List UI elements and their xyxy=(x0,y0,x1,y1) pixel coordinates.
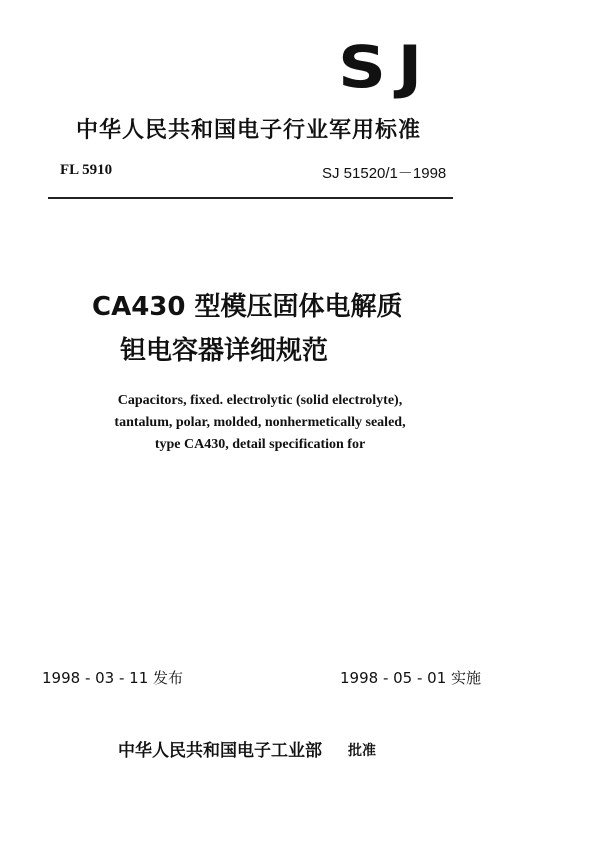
title-zh-line1: CA430 型模压固体电解质 xyxy=(92,292,403,322)
sj-logo: SJ xyxy=(338,33,434,101)
title-en-line: tantalum, polar, molded, nonhermetically sealed, xyxy=(114,415,406,430)
title-en-line: type CA430, detail specification for xyxy=(154,437,366,452)
classification-code: FL 5910 xyxy=(60,162,113,178)
approve-label: 批准 xyxy=(348,743,376,759)
title-en xyxy=(60,390,460,456)
title-zh-line2: 钽电容器详细规范 xyxy=(120,336,329,366)
publish-date: 1998 - 03 - 11 发布 xyxy=(42,669,184,687)
divider xyxy=(48,197,453,199)
standard-number: SJ 51520/1－1998 xyxy=(322,165,447,182)
title-en-line: Capacitors, fixed. electrolytic (solid electrolyte), xyxy=(117,393,403,408)
organization-heading: 中华人民共和国电子行业军用标准 xyxy=(76,118,422,143)
implement-date: 1998 - 05 - 01 实施 xyxy=(340,669,482,687)
approver: 中华人民共和国电子工业部 xyxy=(118,741,322,761)
